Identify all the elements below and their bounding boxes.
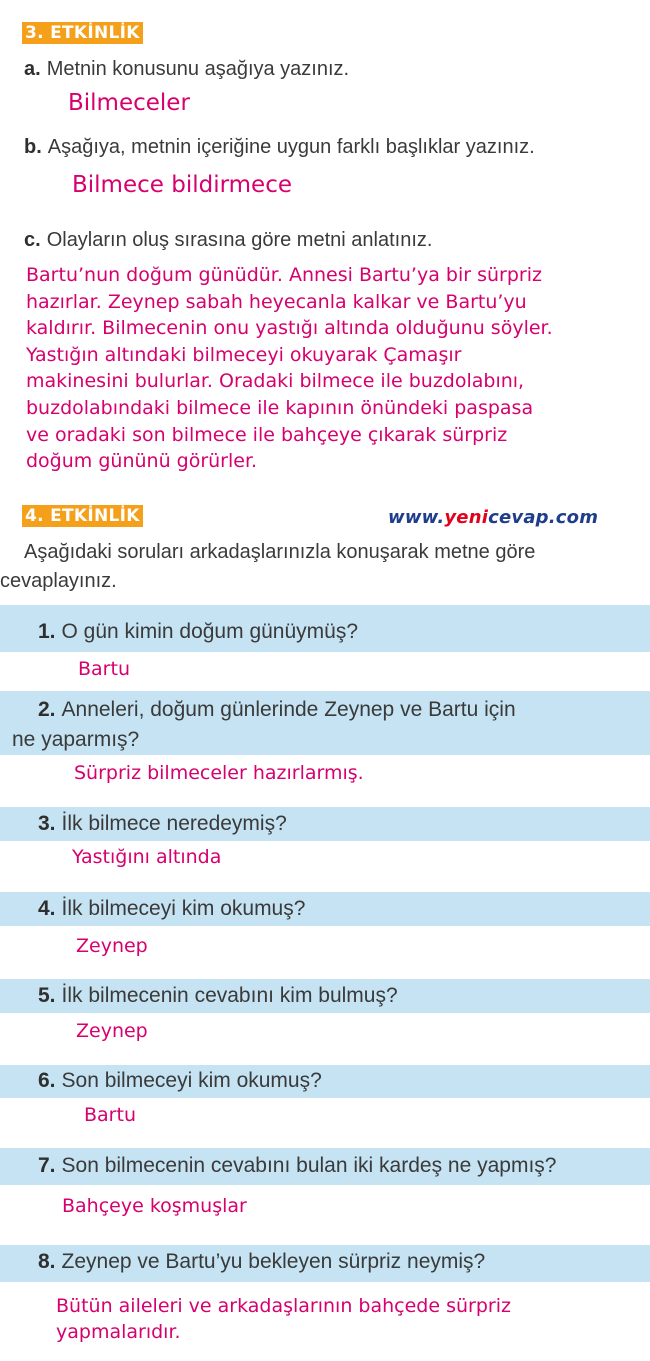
answer-6: Bartu (84, 1104, 136, 1126)
question-4-text: İlk bilmeceyi kim okumuş? (61, 897, 306, 920)
answer-1: Bartu (78, 658, 130, 680)
intro-line: cevaplayınız. (0, 570, 117, 592)
question-3-number: 3. (38, 812, 56, 835)
answer-c-line: Bartu’nun doğum günüdür. Annesi Bartu’ya bir sürpriz (26, 264, 542, 286)
question-4-number: 4. (38, 897, 56, 920)
question-6 (38, 1069, 322, 1093)
question-c-letter: c. (24, 229, 41, 251)
question-7 (38, 1154, 556, 1178)
question-6-number: 6. (38, 1069, 56, 1092)
question-4 (38, 897, 305, 921)
answer-b: Bilmece bildirmece (72, 172, 292, 198)
answer-c-line: makinesini bulurlar. Oradaki bilmece ile buzdolabını, (26, 370, 525, 393)
question-c (24, 229, 432, 252)
question-1-text: O gün kimin doğum günüymüş? (61, 620, 359, 643)
question-5 (38, 984, 398, 1008)
answer-5: Zeynep (76, 1020, 148, 1042)
question-6-text: Son bilmeceyi kim okumuş? (61, 1069, 322, 1092)
question-2-line-2: ne yaparmış? (12, 728, 140, 751)
question-b-text: Aşağıya, metnin içeriğine uygun farklı başlıklar yazınız. (47, 136, 535, 158)
answer-c-line: Yastığın altındaki bilmeceyi okuyarak Çamaşır (26, 343, 462, 366)
question-1 (38, 620, 358, 644)
question-2-text: Anneleri, doğum günlerinde Zeynep ve Bartu için (61, 698, 516, 721)
website-suffix: cevap.com (488, 507, 599, 528)
question-7-number: 7. (38, 1154, 56, 1177)
question-5-text: İlk bilmecenin cevabını kim bulmuş? (61, 984, 398, 1007)
answer-4: Zeynep (76, 935, 148, 957)
answer-c-line: doğum gününü görürler. (26, 450, 258, 473)
question-3-text: İlk bilmece neredeymiş? (61, 812, 287, 835)
answer-8 (56, 1293, 511, 1345)
question-2-number: 2. (38, 698, 56, 721)
question-8-text: Zeynep ve Bartu’yu bekleyen sürpriz neymiş? (61, 1250, 486, 1273)
activity-4-intro (0, 538, 650, 596)
answer-c-line: buzdolabındaki bilmece ile kapının önündeki paspasa (26, 396, 534, 419)
question-5-number: 5. (38, 984, 56, 1007)
answer-c-line: kaldırır. Bilmecenin onu yastığı altında olduğunu söyler. (26, 317, 553, 340)
answer-a: Bilmeceler (68, 90, 190, 116)
question-3 (38, 812, 287, 836)
question-b (24, 136, 535, 159)
question-2 (38, 698, 516, 722)
question-7-text: Son bilmecenin cevabını bulan iki kardeş ne yapmış? (61, 1154, 557, 1177)
answer-c-line: hazırlar. Zeynep sabah heyecanla kalkar ve Bartu’yu (26, 290, 527, 313)
answer-7: Bahçeye koşmuşlar (62, 1195, 247, 1217)
question-8-number: 8. (38, 1250, 56, 1273)
question-a-text: Metnin konusunu aşağıya yazınız. (46, 58, 350, 80)
website-watermark (388, 507, 598, 528)
question-a-letter: a. (24, 58, 41, 80)
question-1-number: 1. (38, 620, 56, 643)
answer-c-line: ve oradaki son bilmece ile bahçeye çıkarak sürpriz (26, 423, 508, 446)
answer-3: Yastığını altında (72, 846, 222, 868)
answer-c (26, 262, 646, 475)
website-prefix: www. (388, 507, 445, 528)
activity-3-badge: 3. ETKİNLİK (22, 22, 143, 44)
intro-line: Aşağıdaki soruları arkadaşlarınızla konuşarak metne göre (24, 541, 536, 563)
answer-8-line: yapmalarıdır. (56, 1321, 181, 1343)
answer-8-line: Bütün aileleri ve arkadaşlarının bahçede sürpriz (56, 1295, 511, 1317)
answer-2: Sürpriz bilmeceler hazırlarmış. (74, 762, 364, 784)
question-8 (38, 1250, 485, 1274)
question-b-letter: b. (24, 136, 42, 158)
activity-4-badge: 4. ETKİNLİK (22, 505, 143, 527)
website-highlight: yeni (444, 507, 489, 528)
question-a (24, 58, 349, 81)
question-c-text: Olayların oluş sırasına göre metni anlatınız. (46, 229, 433, 251)
